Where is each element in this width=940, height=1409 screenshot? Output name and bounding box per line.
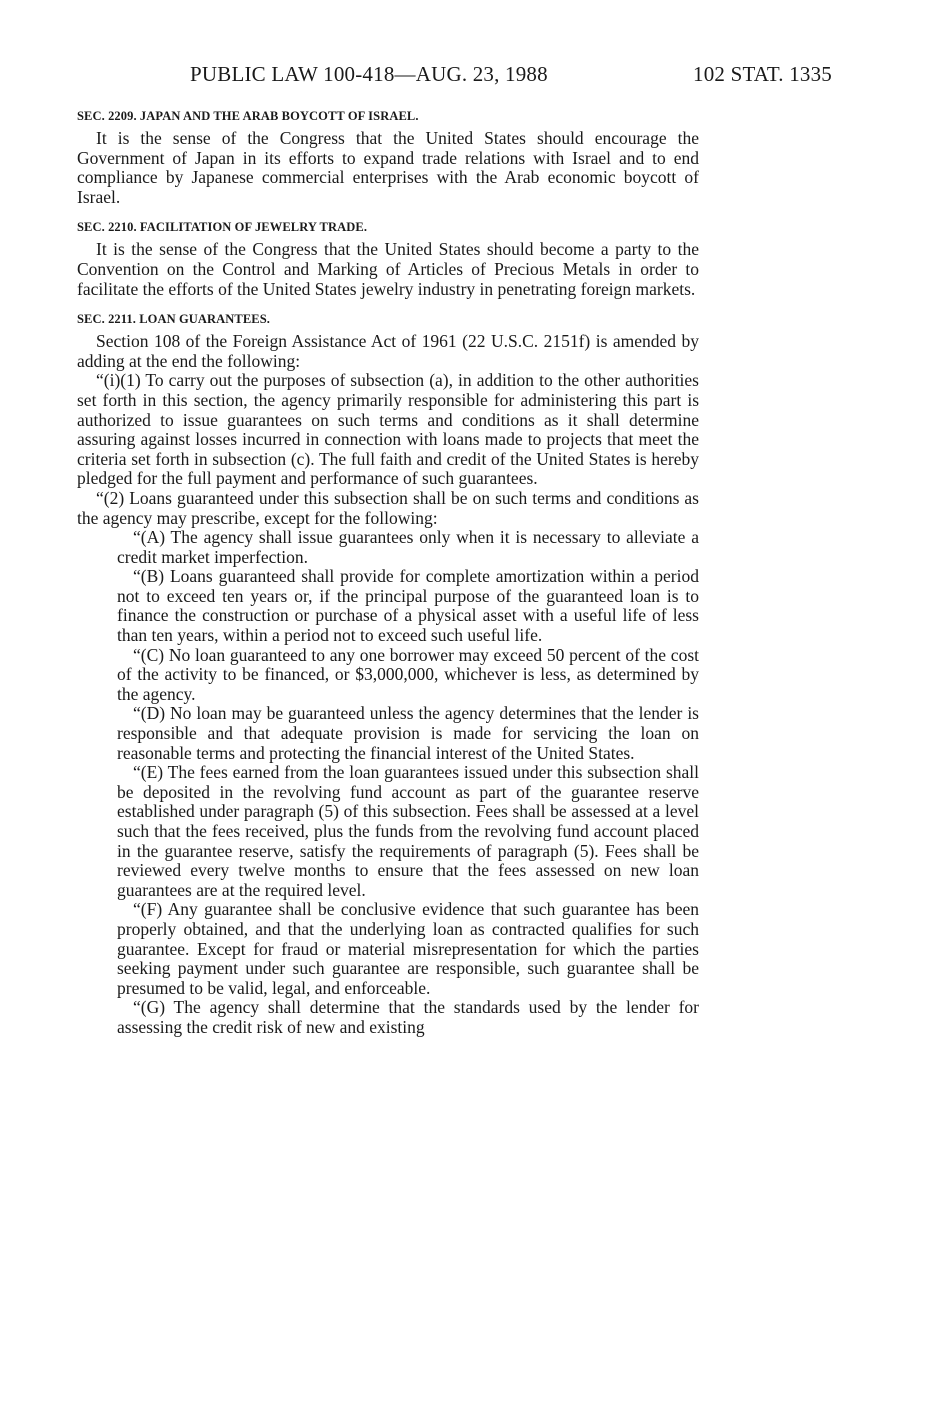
subparagraph-a: “(A) The agency shall issue guarantees only when it is necessary to alleviate a credit market imperfection. bbox=[117, 527, 699, 567]
paragraph-2: “(2) Loans guaranteed under this subsection shall be on such terms and conditions as the agency may prescribe, except for the following: bbox=[77, 487, 699, 528]
subparagraph-f: “(F) Any guarantee shall be conclusive evidence that such guarantee has been properly obtained, and that the underlying loan as contracted qualifies for such guarantee. Except for fraud or material misrepresentation for which the parties seeking payment under such guarantee are responsible, such guarantee shall be presumed to be valid, legal, and enforceable. bbox=[117, 899, 699, 998]
subparagraph-g: “(G) The agency shall determine that the standards used by the lender for assessing the credit risk of new and existing bbox=[117, 997, 699, 1037]
running-header bbox=[0, 62, 940, 92]
section-heading-2211: SEC. 2211. LOAN GUARANTEES. bbox=[77, 312, 271, 327]
section-heading-2209: SEC. 2209. JAPAN AND THE ARAB BOYCOTT OF ISRAEL. bbox=[77, 109, 419, 123]
section-2210-text: It is the sense of the Congress that the United States should become a party to the Convention on the Control and Marking of Articles of Precious Metals in order to facilitate the efforts of the United States jewelry industry in penetrating foreign markets. bbox=[77, 239, 699, 299]
subparagraph-b: “(B) Loans guaranteed shall provide for complete amortization within a period not to exceed ten years or, if the principal purpose of the guaranteed loan is to finance the construction or purchase of a physical asset with a useful life of less than ten years, within a period not to exceed such useful life. bbox=[117, 566, 699, 646]
header-title: PUBLIC LAW 100-418—AUG. 23, 1988 bbox=[190, 62, 548, 86]
paragraph-i-1: “(i)(1) To carry out the purposes of subsection (a), in addition to the other authorities set forth in this section, the agency primarily responsible for administering this part is authorized to issue guarantees on such terms and conditions as it shall determine assuring against losses incurred in connection with loans made to projects that meet the criteria set forth in subsection (c). The full faith and credit of the United States is hereby pledged for the full payment and performance of such guarantees. bbox=[77, 370, 699, 489]
subparagraph-d: “(D) No loan may be guaranteed unless the agency determines that the lender is responsible and that adequate provision is made for servicing the loan on reasonable terms and protecting the financial interest of the United States. bbox=[117, 703, 699, 763]
header-stat-page: 102 STAT. 1335 bbox=[693, 62, 832, 86]
section-2211-intro: Section 108 of the Foreign Assistance Act of 1961 (22 U.S.C. 2151f) is amended by adding at the end the following: bbox=[77, 331, 699, 371]
section-heading-2210: SEC. 2210. FACILITATION OF JEWELRY TRADE. bbox=[77, 220, 368, 235]
document-body bbox=[77, 108, 699, 1038]
subparagraph-c: “(C) No loan guaranteed to any one borrower may exceed 50 percent of the cost of the activity to be financed, or $3,000,000, whichever is less, as determined by the agency. bbox=[117, 644, 699, 704]
subparagraph-e: “(E) The fees earned from the loan guarantees issued under this subsection shall be deposited in the revolving fund account as part of the guarantee reserve established under paragraph (5) of this subsection. Fees shall be assessed at a level such that the fees received, plus the funds from the revolving fund account placed in the guarantee reserve, satisfy the requirements of paragraph (5). Fees shall be reviewed every twelve months to ensure that the fees assessed on new loan guarantees are at the required level. bbox=[117, 762, 699, 900]
section-2209-text: It is the sense of the Congress that the United States should encourage the Government of Japan in its efforts to expand trade relations with Israel and to end compliance by Japanese commercial enterprises with the Arab economic boycott of Israel. bbox=[77, 128, 699, 207]
